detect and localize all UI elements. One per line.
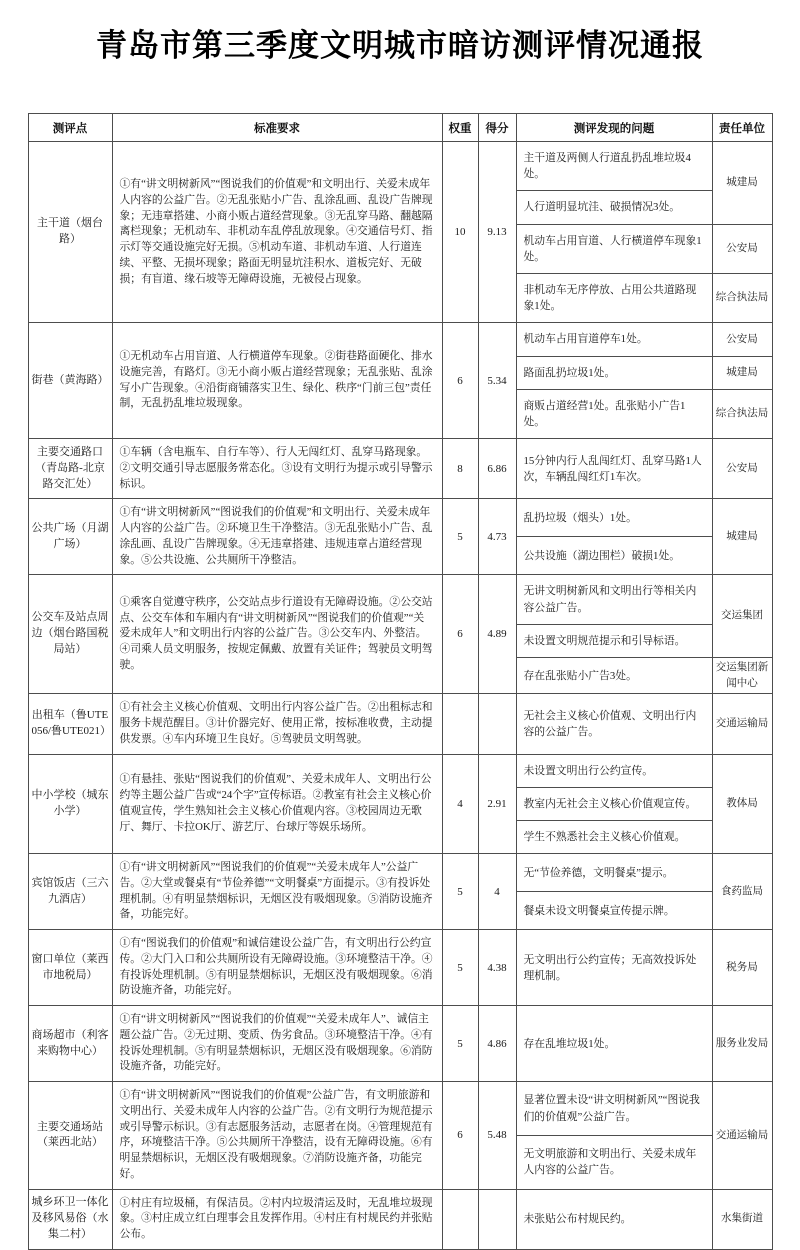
score-cell: 4.73 xyxy=(478,499,516,575)
table-row xyxy=(28,1006,772,1082)
standard-cell: ①有悬挂、张贴“图说我们的价值观”、关爱未成年人、文明出行公约等主题公益广告或“24个字”宣传标语。②教室有社会主义核心价值观宣传，学生熟知社会主义核心价值观内容。③校园周边无歌厅、舞厅、卡拉OK厅、游艺厅、台球厅等娱乐场所。 xyxy=(112,754,442,854)
weight-cell: 5 xyxy=(442,1006,478,1082)
unit-cell: 交运集团新闻中心 xyxy=(712,657,772,694)
point-cell: 街巷（黄海路） xyxy=(28,323,112,439)
problem-cell: 公共设施（湖边围栏）破损1处。 xyxy=(516,537,712,575)
problem-cell: 非机动车无序停放、占用公共道路现象1处。 xyxy=(516,273,712,322)
problem-cell: 教室内无社会主义核心价值观宣传。 xyxy=(516,787,712,820)
score-cell: 4.38 xyxy=(478,930,516,1006)
weight-cell xyxy=(442,694,478,754)
problem-cell: 无讲文明树新风和文明出行等相关内容公益广告。 xyxy=(516,575,712,624)
problem-cell: 无文明旅游和文明出行、关爱未成年人内容的公益广告。 xyxy=(516,1135,712,1189)
header-point: 测评点 xyxy=(28,114,112,142)
weight-cell: 6 xyxy=(442,1082,478,1190)
unit-cell: 城建局 xyxy=(712,142,772,225)
point-cell: 中小学校（城东小学） xyxy=(28,754,112,854)
problem-cell: 显著位置未设“讲文明树新风”“图说我们的价值观”公益广告。 xyxy=(516,1082,712,1136)
standard-cell: ①有“讲文明树新风”“图说我们的价值观”公益广告，有文明旅游和文明出行、关爱未成年人内容的公益广告。②有文明行为规范提示或引导警示标识。③有志愿服务活动，志愿者在岗。④管理规范有序，环境整洁干净。⑤公共厕所干净整洁，设有无障碍设施。⑥有明显禁烟标识，无烟区没有吸烟现象。⑦消防设施齐备，功能完好。 xyxy=(112,1082,442,1190)
score-cell: 9.13 xyxy=(478,142,516,323)
point-cell: 窗口单位（莱西市地税局） xyxy=(28,930,112,1006)
weight-cell: 4 xyxy=(442,754,478,854)
score-cell: 5.48 xyxy=(478,1082,516,1190)
score-cell: 4 xyxy=(478,854,516,930)
weight-cell: 6 xyxy=(442,323,478,439)
table-row xyxy=(28,1189,772,1249)
weight-cell: 5 xyxy=(442,930,478,1006)
point-cell: 出租车（鲁UTE056/鲁UTE021） xyxy=(28,694,112,754)
point-cell: 主干道（烟台路） xyxy=(28,142,112,323)
score-cell xyxy=(478,1189,516,1249)
table-row xyxy=(28,439,772,499)
problem-cell: 人行道明显坑洼、破损情况3处。 xyxy=(516,191,712,224)
standard-cell: ①车辆（含电瓶车、自行车等）、行人无闯红灯、乱穿马路现象。②文明交通引导志愿服务常态化。③设有文明行为提示或引导警示标识。 xyxy=(112,439,442,499)
problem-cell: 主干道及两侧人行道乱扔乱堆垃圾4处。 xyxy=(516,142,712,191)
header-weight: 权重 xyxy=(442,114,478,142)
score-cell: 2.91 xyxy=(478,754,516,854)
table-row xyxy=(28,754,772,787)
header-standard: 标准要求 xyxy=(112,114,442,142)
table-row xyxy=(28,142,772,191)
problem-cell: 无文明出行公约宣传；无高效投诉处理机制。 xyxy=(516,930,712,1006)
problem-cell: 乱扔垃圾（烟头）1处。 xyxy=(516,499,712,537)
table-row xyxy=(28,575,772,624)
problem-cell: 机动车占用盲道停车1处。 xyxy=(516,323,712,356)
unit-cell: 教体局 xyxy=(712,754,772,854)
evaluation-table xyxy=(28,113,773,1250)
weight-cell: 8 xyxy=(442,439,478,499)
unit-cell: 交通运输局 xyxy=(712,694,772,754)
point-cell: 公交车及站点周边（烟台路国税局站） xyxy=(28,575,112,694)
unit-cell: 税务局 xyxy=(712,930,772,1006)
table-body xyxy=(28,142,772,1250)
point-cell: 城乡环卫一体化及移风易俗（水集二村） xyxy=(28,1189,112,1249)
unit-cell: 城建局 xyxy=(712,356,772,389)
point-cell: 主要交通场站（莱西北站） xyxy=(28,1082,112,1190)
unit-cell: 食药监局 xyxy=(712,854,772,930)
weight-cell: 5 xyxy=(442,854,478,930)
problem-cell: 无社会主义核心价值观、文明出行内容的公益广告。 xyxy=(516,694,712,754)
problem-cell: 存在乱堆垃圾1处。 xyxy=(516,1006,712,1082)
standard-cell: ①有“讲文明树新风”“图说我们的价值观”和文明出行、关爱未成年人内容的公益广告。②环境卫生干净整洁。③无乱张贴小广告、乱涂乱画、乱设广告牌现象。④无违章搭建、违规违章占道经营现象。⑤公共设施、公共厕所干净整洁。 xyxy=(112,499,442,575)
point-cell: 主要交通路口（青岛路-北京路交汇处） xyxy=(28,439,112,499)
score-cell: 5.34 xyxy=(478,323,516,439)
table-row xyxy=(28,854,772,892)
standard-cell: ①无机动车占用盲道、人行横道停车现象。②街巷路面硬化、排水设施完善，有路灯。③无小商小贩占道经营现象；无乱张贴、乱涂写小广告现象。④沿街商铺落实卫生、绿化、秩序“门前三包”责任制，无乱扔乱堆垃圾现象。 xyxy=(112,323,442,439)
unit-cell: 水集街道 xyxy=(712,1189,772,1249)
problem-cell: 餐桌未设文明餐桌宣传提示牌。 xyxy=(516,892,712,930)
weight-cell: 5 xyxy=(442,499,478,575)
problem-cell: 15分钟内行人乱闯红灯、乱穿马路1人次，车辆乱闯红灯1车次。 xyxy=(516,439,712,499)
weight-cell: 6 xyxy=(442,575,478,694)
problem-cell: 学生不熟悉社会主义核心价值观。 xyxy=(516,821,712,854)
problem-cell: 机动车占用盲道、人行横道停车现象1处。 xyxy=(516,224,712,273)
score-cell xyxy=(478,694,516,754)
score-cell: 4.89 xyxy=(478,575,516,694)
table-row xyxy=(28,499,772,537)
unit-cell: 综合执法局 xyxy=(712,389,772,438)
header-problems: 测评发现的问题 xyxy=(516,114,712,142)
unit-cell: 综合执法局 xyxy=(712,273,772,322)
standard-cell: ①乘客自觉遵守秩序，公交站点步行道设有无障碍设施。②公交站点、公交车体和车厢内有“讲文明树新风”“图说我们的价值观”“关爱未成年人”和文明出行内容的公益广告。③公交车内、外整洁。④司乘人员文明服务，按规定佩戴、放置有关证件；驾驶员文明驾驶。 xyxy=(112,575,442,694)
score-cell: 4.86 xyxy=(478,1006,516,1082)
unit-cell: 公安局 xyxy=(712,439,772,499)
table-row xyxy=(28,694,772,754)
header-row xyxy=(28,114,772,142)
unit-cell: 城建局 xyxy=(712,499,772,575)
point-cell: 宾馆饭店（三六九酒店） xyxy=(28,854,112,930)
page-title: 青岛市第三季度文明城市暗访测评情况通报 xyxy=(96,28,704,63)
unit-cell: 交通运输局 xyxy=(712,1082,772,1190)
weight-cell xyxy=(442,1189,478,1249)
weight-cell: 10 xyxy=(442,142,478,323)
point-cell: 商场超市（利客来购物中心） xyxy=(28,1006,112,1082)
standard-cell: ①有“讲文明树新风”“图说我们的价值观”和文明出行、关爱未成年人内容的公益广告。②无乱张贴小广告、乱涂乱画、乱设广告牌现象；无违章搭建、小商小贩占道经营现象。③无乱穿马路、翻越隔离栏现象；无机动车、非机动车乱停乱放现象。④交通信号灯、指示灯等交通设施完好无损。⑤机动车道、非机动车道、人行道连续、平整、无损坏现象；路面无明显坑洼积水、道板完好、无破损；有盲道、缘石坡等无障碍设施，无被侵占现象。 xyxy=(112,142,442,323)
score-cell: 6.86 xyxy=(478,439,516,499)
problem-cell: 未设置文明规范提示和引导标语。 xyxy=(516,624,712,657)
problem-cell: 无“节俭养德，文明餐桌”提示。 xyxy=(516,854,712,892)
table-row xyxy=(28,1082,772,1136)
header-score: 得分 xyxy=(478,114,516,142)
standard-cell: ①村庄有垃圾桶，有保洁员。②村内垃圾清运及时，无乱堆垃圾现象。③村庄成立红白理事会且发挥作用。④村庄有村规民约并张贴公布。 xyxy=(112,1189,442,1249)
problem-cell: 商贩占道经营1处。乱张贴小广告1处。 xyxy=(516,389,712,438)
unit-cell: 服务业发局 xyxy=(712,1006,772,1082)
problem-cell: 存在乱张贴小广告3处。 xyxy=(516,657,712,694)
problem-cell: 未张贴公布村规民约。 xyxy=(516,1189,712,1249)
problem-cell: 未设置文明出行公约宣传。 xyxy=(516,754,712,787)
table-row xyxy=(28,930,772,1006)
unit-cell: 公安局 xyxy=(712,224,772,273)
standard-cell: ①有“讲文明树新风”“图说我们的价值观”“关爱未成年人”、诚信主题公益广告。②无过期、变质、伪劣食品。③环境整洁干净。④有投诉处理机制。⑤有明显禁烟标识，无烟区没有吸烟现象。⑥消防设施齐备，功能完好。 xyxy=(112,1006,442,1082)
standard-cell: ①有“图说我们的价值观”和诚信建设公益广告，有文明出行公约宣传。②大门入口和公共厕所设有无障碍设施。③环境整洁干净。④有投诉处理机制。⑤有明显禁烟标识，无烟区没有吸烟现象。⑥消防设施齐备，功能完好。 xyxy=(112,930,442,1006)
unit-cell: 公安局 xyxy=(712,323,772,356)
header-unit: 责任单位 xyxy=(712,114,772,142)
unit-cell: 交运集团 xyxy=(712,575,772,658)
problem-cell: 路面乱扔垃圾1处。 xyxy=(516,356,712,389)
point-cell: 公共广场（月湖广场） xyxy=(28,499,112,575)
standard-cell: ①有“讲文明树新风”“图说我们的价值观”“关爱未成年人”公益广告。②大堂或餐桌有“节俭养德”“文明餐桌”方面提示。③有投诉处理机制。④有明显禁烟标识，无烟区没有吸烟现象。⑤消防设施齐备，功能完好。 xyxy=(112,854,442,930)
standard-cell: ①有社会主义核心价值观、文明出行内容公益广告。②出租标志和服务卡规范醒目。③计价器完好、使用正常，按标准收费，主动提供发票。④车内环境卫生良好。⑤驾驶员文明驾驶。 xyxy=(112,694,442,754)
table-row xyxy=(28,323,772,356)
